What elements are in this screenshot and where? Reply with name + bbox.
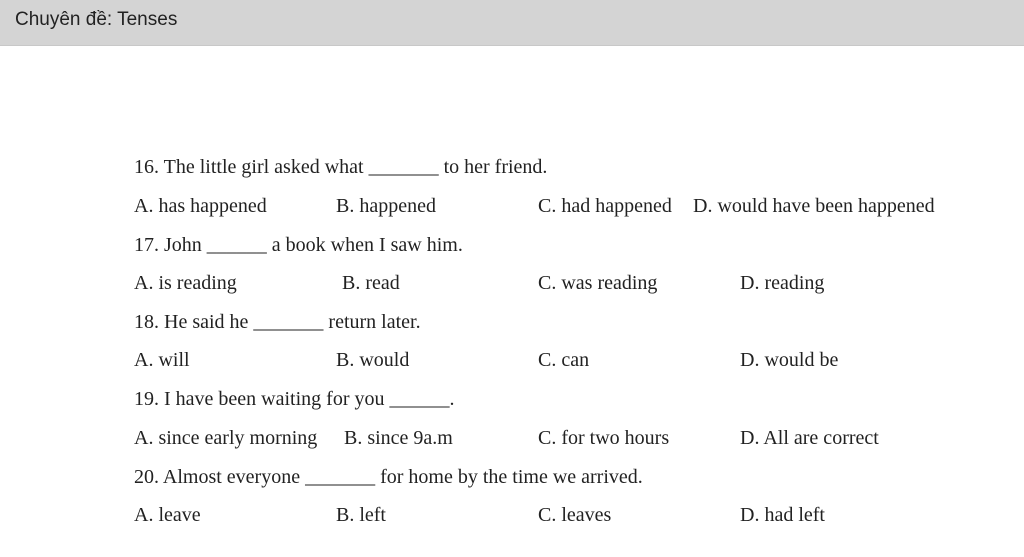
q19-option-a: A. since early morning [134, 427, 318, 449]
q17-option-b: B. read [342, 272, 400, 294]
q17-option-c: C. was reading [538, 272, 658, 294]
q16-option-b: B. happened [336, 195, 436, 217]
q20-option-a: A. leave [134, 504, 201, 526]
q16-option-d: D. would have been happened [693, 195, 935, 217]
q20-option-b: B. left [336, 504, 386, 526]
q18-option-b: B. would [336, 349, 410, 371]
page-title: Chuyên đề: Tenses [15, 9, 178, 30]
q18-option-c: C. can [538, 349, 590, 371]
q19-option-b: B. since 9a.m [344, 427, 453, 449]
question-18: 18. He said he _______ return later. [134, 311, 421, 333]
q19-option-d: D. All are correct [740, 427, 879, 449]
q20-option-d: D. had left [740, 504, 825, 526]
question-17: 17. John ______ a book when I saw him. [134, 234, 463, 256]
question-16: 16. The little girl asked what _______ to her friend. [134, 156, 548, 178]
question-20: 20. Almost everyone _______ for home by the time we arrived. [134, 466, 643, 488]
q18-option-d: D. would be [740, 349, 839, 371]
question-19: 19. I have been waiting for you ______. [134, 388, 455, 410]
q17-option-d: D. reading [740, 272, 825, 294]
q18-option-a: A. will [134, 349, 190, 371]
q16-option-a: A. has happened [134, 195, 267, 217]
q19-option-c: C. for two hours [538, 427, 670, 449]
q17-option-a: A. is reading [134, 272, 237, 294]
q16-option-c: C. had happened [538, 195, 672, 217]
q20-option-c: C. leaves [538, 504, 612, 526]
